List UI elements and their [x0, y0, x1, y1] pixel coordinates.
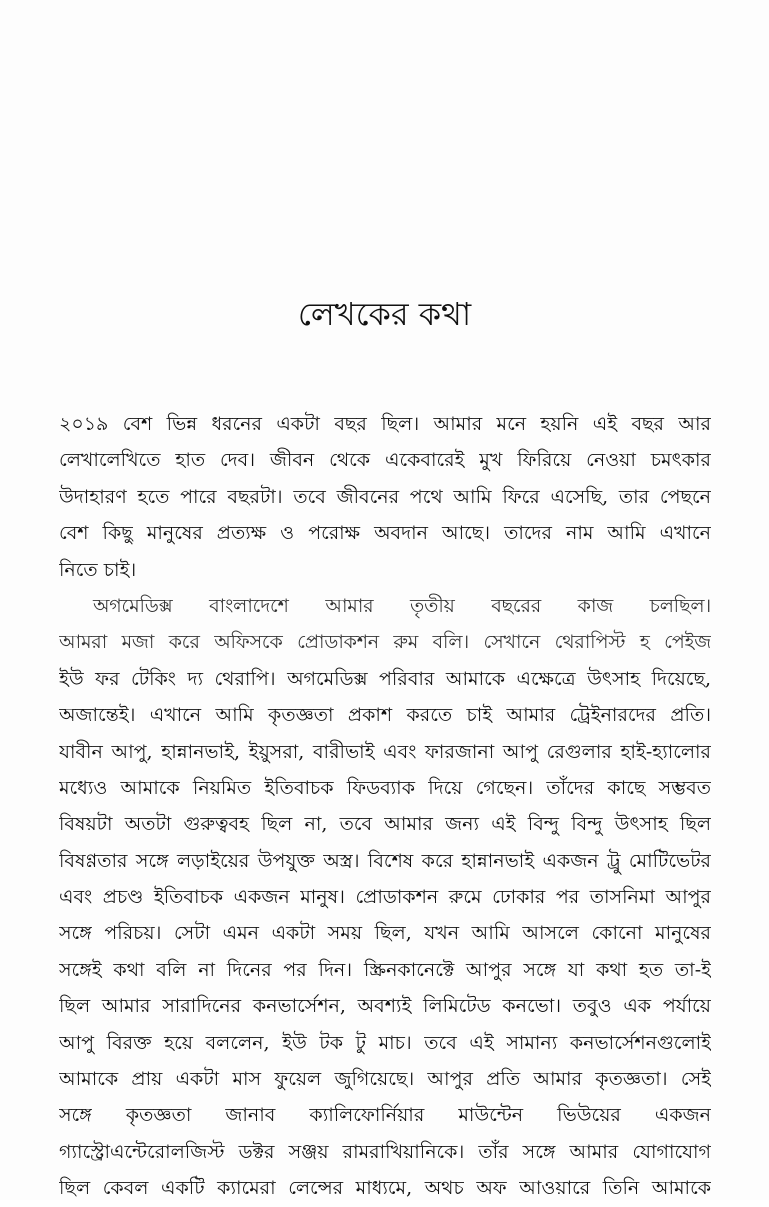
text-line: আমরা মজা করে অফিসকে প্রোডাকশন রুম বলি। সেখানে থেরাপিস্ট হ পেইজ — [59, 631, 711, 654]
text-line: বেশ কিছু মানুষের প্রত্যক্ষ ও পরোক্ষ অবদান আছে। তাদের নাম আমি এখানে — [59, 522, 711, 545]
text-line: ছিল আমার সারাদিনের কনভার্সেশন, অবশ্যই লিমিটেড কনভো। তবুও এক পর্যায়ে — [59, 995, 711, 1018]
body-text — [59, 406, 711, 1207]
text-line: সঙ্গেই কথা বলি না দিনের পর দিন। স্ক্রিনকানেক্টে আপুর সঙ্গে যা কথা হত তা-ই — [59, 958, 711, 981]
text-line: অজান্তেই। এখানে আমি কৃতজ্ঞতা প্রকাশ করতে চাই আমার ট্রেইনারদের প্রতি। — [59, 704, 711, 727]
paragraph-1 — [59, 406, 711, 588]
text-line: অগমেডিক্স বাংলাদেশে আমার তৃতীয় বছরের কাজ চলছিল। — [93, 594, 711, 617]
text-line: সঙ্গে কৃতজ্ঞতা জানাব ক্যালিফোর্নিয়ার মাউন্টেন ভিউয়ের একজন — [59, 1104, 711, 1127]
text-line: আপু বিরক্ত হয়ে বললেন, ইউ টক টু মাচ। তবে এই সামান্য কনভার্সেশনগুলোই — [59, 1031, 711, 1054]
text-line: ছিল কেবল একটি ক্যামেরা লেন্সের মাধ্যমে, অথচ অফ আওয়ারে তিনি আমাকে — [59, 1177, 711, 1200]
text-line: এবং প্রচণ্ড ইতিবাচক একজন মানুষ। প্রোডাকশন রুমে ঢোকার পর তাসনিমা আপুর — [59, 886, 711, 909]
text-line: যাবীন আপু, হান্নানভাই, ইয়ুসরা, বারীভাই এবং ফারজানা আপু রেগুলার হাই-হ্যালোর — [59, 740, 711, 763]
text-line: ইউ ফর টেকিং দ্য থেরাপি। অগমেডিক্স পরিবার আমাকে এক্ষেত্রে উৎসাহ দিয়েছে, — [59, 667, 711, 690]
text-line: আমাকে প্রায় একটা মাস ফুয়েল জুগিয়েছে। আপুর প্রতি আমার কৃতজ্ঞতা। সেই — [59, 1068, 711, 1091]
text-line: সঙ্গে পরিচয়। সেটা এমন একটা সময় ছিল, যখন আমি আসলে কোনো মানুষের — [59, 922, 711, 945]
text-line: উদাহারণ হতে পারে বছরটা। তবে জীবনের পথে আমি ফিরে এসেছি, তার পেছনে — [59, 485, 711, 508]
text-line: ২০১৯ বেশ ভিন্ন ধরনের একটা বছর ছিল। আমার মনে হয়নি এই বছর আর — [59, 413, 711, 435]
page-title: লেখকের কথা — [297, 295, 472, 333]
text-line: গ্যাস্ট্রোএন্টেরোলজিস্ট ডক্টর সঞ্জয় রামরাখিয়ানিকে। তাঁর সঙ্গে আমার যোগাযোগ — [59, 1140, 711, 1163]
text-line: বিষয়টা অতটা গুরুত্ববহ ছিল না, তবে আমার জন্য এই বিন্দু বিন্দু উৎসাহ ছিল — [59, 813, 711, 836]
text-line: মধ্যেও আমাকে নিয়মিত ইতিবাচক ফিডব্যাক দিয়ে গেছেন। তাঁদের কাছে সম্ভবত — [59, 776, 711, 799]
paragraph-2 — [59, 588, 711, 1207]
text-line: নিতে চাই। — [59, 558, 137, 581]
text-line: বিষণ্ণতার সঙ্গে লড়াইয়ের উপযুক্ত অস্ত্র। বিশেষ করে হান্নানভাই একজন ট্রু মোটিভেটর — [59, 849, 711, 872]
text-line: লেখালেখিতে হাত দেব। জীবন থেকে একেবারেই মুখ ফিরিয়ে নেওয়া চমৎকার — [59, 449, 711, 472]
